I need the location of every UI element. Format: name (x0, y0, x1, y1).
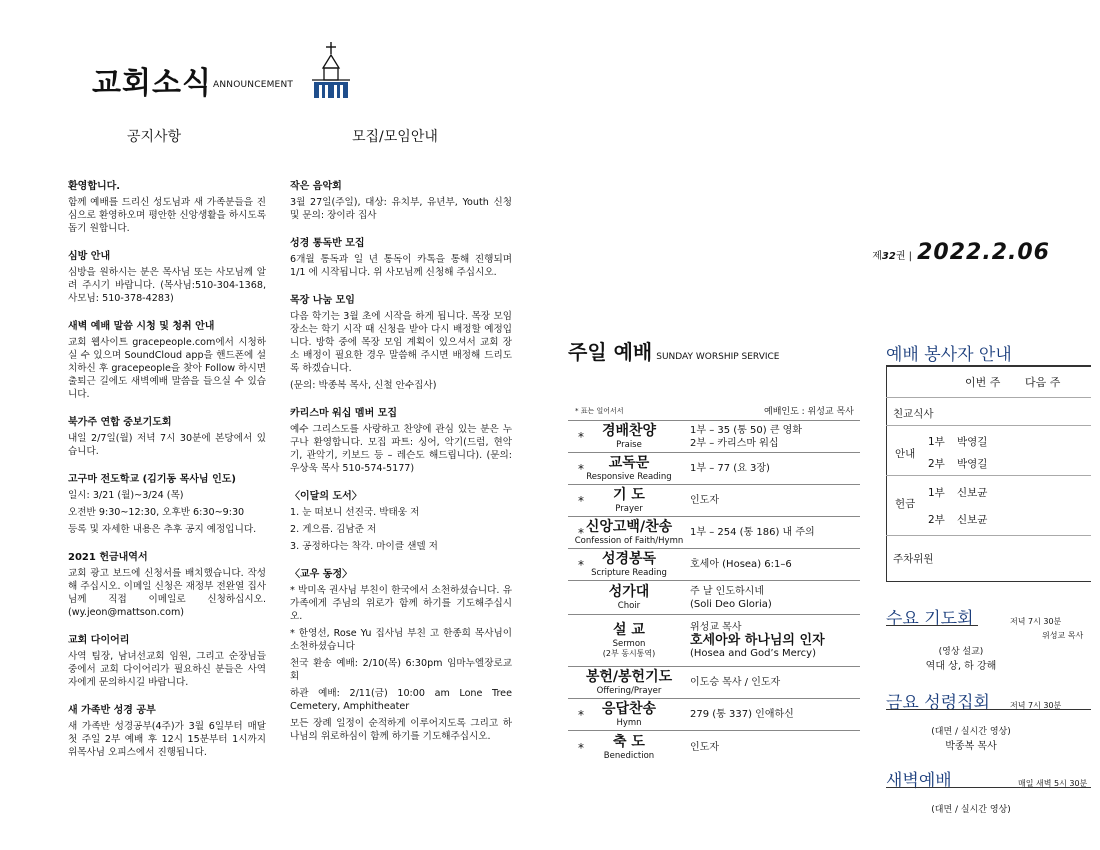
section-body: (문의: 박종복 목사, 신철 안수집사) (290, 380, 437, 391)
section-body: 함께 예배를 드리신 성도님과 새 가족분들을 진심으로 환영하오며 평안한 신앙생활을 하시도록 돕기 원합니다. (68, 197, 266, 234)
usher-part-1: 1부 (928, 436, 945, 448)
order-detail-line: 주 날 인도하시네 (690, 585, 764, 597)
friday-format: (대면 / 실시간 영상) (931, 727, 1011, 737)
order-item-sub: (2부 동시통역) (602, 649, 656, 658)
order-item (568, 581, 690, 615)
dawn-time: 매일 새벽 5시 30분 (1018, 779, 1088, 788)
order-item-en: Hymn (616, 718, 642, 728)
order-detail (690, 731, 860, 765)
order-row (568, 485, 860, 517)
order-detail (690, 453, 860, 485)
bulletin-date: 2022.2.06 (917, 240, 1050, 265)
usher-label: 안내 (895, 448, 916, 460)
servants-rule (886, 425, 1091, 426)
order-item-ko: 성경봉독 (601, 551, 657, 567)
section-title: 교회 다이어리 (68, 635, 130, 646)
order-item (568, 615, 690, 667)
wednesday-underline (886, 625, 978, 626)
section (68, 180, 266, 235)
order-detail-line: 인도자 (690, 742, 719, 754)
bulletin-title: 교회소식 (92, 66, 212, 101)
dawn-format: (대면 / 실시간 영상) (931, 805, 1011, 815)
order-item-en: Offering/Prayer (596, 686, 662, 696)
order-item-ko: 응답찬송 (601, 701, 657, 717)
wednesday-leader: 위성교 목사 (1042, 631, 1084, 640)
edition-info (872, 240, 1050, 265)
order-row (568, 699, 860, 731)
section-title: 목장 나눔 모임 (290, 295, 355, 306)
standing-star: * (578, 557, 584, 572)
section-title: 카리스마 워십 멤버 모집 (290, 408, 398, 419)
section-body: 일시: 3/21 (월)~3/24 (목) (68, 490, 184, 501)
worship-title-en: SUNDAY WORSHIP SERVICE (656, 352, 780, 362)
section-body: 천국 환송 예배: 2/10(목) 6:30pm 임마누엘장로교회 (290, 658, 512, 682)
order-detail-line: (Soli Deo Gloria) (690, 598, 772, 610)
volume-suffix: 권 | (895, 251, 913, 262)
section-title: 새 가족반 성경 공부 (68, 705, 156, 716)
next-week-label: 다음 주 (1025, 376, 1061, 389)
this-week-label: 이번 주 (965, 376, 1001, 389)
order-detail-line: 2부 – 카리스마 워십 (690, 437, 779, 449)
friday-title: 금요 성령집회 (886, 693, 990, 713)
section (68, 551, 266, 619)
worship-leader: 예배인도 : 위성교 목사 (764, 407, 854, 417)
order-item-en: Benediction (603, 751, 655, 762)
section-body: 예수 그리스도를 사랑하고 찬양에 관심 있는 분은 누구나 환영합니다. 모집 파트: 싱어, 악기(드럼, 현악기, 관악기, 키보드 등 – 레슨도 해드립니다). (문의: 우상욱 목사 510-574-5177) (290, 424, 512, 474)
friday-leader: 박종복 목사 (945, 741, 997, 752)
order-item (568, 549, 690, 581)
section (68, 416, 266, 458)
section-body: 사역 팀장, 남녀선교회 임원, 그리고 순장님들 중에서 교회 다이어리가 필요하신 분들은 사역자에게 문의하시길 바랍니다. (68, 651, 266, 688)
wednesday-format: (영상 설교) (938, 647, 984, 657)
section (68, 704, 266, 759)
section (290, 237, 512, 279)
standing-star: * (578, 525, 584, 540)
section-title: 심방 안내 (68, 251, 111, 262)
order-item-ko: 경배찬양 (601, 423, 657, 439)
order-row (568, 581, 860, 615)
recruit-heading: 모집/모임안내 (352, 129, 438, 145)
order-item (568, 731, 690, 765)
standing-star: * (578, 429, 584, 444)
friday-time: 저녁 7시 30분 (1010, 701, 1062, 710)
order-detail (690, 667, 860, 699)
order-item-ko: 신앙고백/찬송 (585, 519, 673, 535)
section-body: 내일 2/7일(월) 저녁 7시 30분에 본당에서 있습니다. (68, 433, 266, 457)
section-body: 교회 웹사이트 gracepeople.com에서 시청하실 수 있으며 SoundCloud app을 핸드폰에 설치하신 후 gracepeople을 찾아 Follow 하시면 출퇴근 길에도 새벽예배 말씀을 들으실 수 있습니다. (68, 337, 266, 400)
section-body: 새 가족반 성경공부(4주)가 3월 6일부터 매달 첫 주일 2부 예배 후 12시 15분부터 1시까지 위목사님 오피스에서 진행됩니다. (68, 721, 266, 758)
usher-name-2: 박영길 (957, 458, 988, 470)
order-item (568, 667, 690, 699)
section-title: 〈교우 동정〉 (290, 569, 353, 580)
order-detail (690, 549, 860, 581)
section (68, 250, 266, 305)
order-detail-line: 279 (통 337) 인애하신 (690, 709, 794, 720)
worship-order-table (568, 420, 860, 765)
standing-star: * (578, 461, 584, 476)
order-detail-line: 인도자 (690, 495, 719, 506)
section-title: 새벽 예배 말씀 시청 및 청취 안내 (68, 321, 215, 332)
dawn-title: 새벽예배 (886, 771, 952, 791)
order-item (568, 517, 690, 549)
order-detail (690, 517, 860, 549)
order-item (568, 485, 690, 517)
usher-name-1: 박영길 (957, 436, 988, 448)
section (290, 294, 512, 392)
parking-label: 주차위원 (893, 553, 934, 565)
order-item-en: Responsive Reading (586, 472, 672, 482)
offering-part-1: 1부 (928, 487, 945, 499)
section (290, 568, 512, 743)
worship-title (568, 336, 779, 365)
bulletin-title-en: ANNOUNCEMENT (213, 80, 294, 90)
order-item (568, 453, 690, 485)
order-item-en: Sermon (612, 639, 646, 649)
section-title: 북가주 연합 중보기도회 (68, 417, 172, 428)
order-detail (690, 485, 860, 517)
order-item-en: Prayer (615, 504, 643, 514)
order-row (568, 615, 860, 667)
order-detail-line: 호세아 (Hosea) 6:1–6 (690, 559, 792, 570)
servants-rule (886, 535, 1091, 536)
order-item-en: Praise (616, 440, 642, 450)
notice-heading: 공지사항 (127, 129, 182, 145)
order-item-ko: 성가대 (608, 584, 650, 600)
section-title: 〈이달의 도서〉 (290, 491, 362, 502)
church-icon (308, 42, 354, 104)
section-body: 교회 광고 보드에 신청서를 배치했습니다. 작성해 주십시오. 이메일 신청은 재정부 전완열 집사님께 직접 이메일로 신청하십시오. (wy.jeon@mattson.com) (68, 568, 266, 618)
section-title: 고구마 전도학교 (김기동 목사님 인도) (68, 474, 236, 485)
section-body: 심방을 원하시는 분은 목사님 또는 사모님께 알려 주시기 바랍니다. (목사님:510-304-1368, 사모님: 510-378-4283) (68, 267, 266, 304)
section-body: 6개월 통독과 일 년 통독이 카톡을 통해 진행되며 1/1 에 시작됩니다. 위 사모님께 신청해 주십시오. (290, 254, 512, 278)
usher-part-2: 2부 (928, 458, 945, 470)
servants-rule (886, 581, 1091, 582)
servants-box (886, 367, 1092, 581)
section-title: 2021 헌금내역서 (68, 552, 148, 563)
order-item (568, 421, 690, 453)
section (68, 634, 266, 689)
offering-name-1: 신보균 (957, 487, 988, 499)
section-body: * 한영선, Rose Yu 집사님 부친 고 한종희 목사님이 소천하셨습니다 (290, 628, 512, 652)
order-detail-line: 1부 – 35 (통 50) 큰 영화 (690, 424, 802, 436)
offering-part-2: 2부 (928, 514, 945, 526)
section-body: 3. 공정하다는 착각. 마이클 샌델 저 (290, 541, 438, 552)
offering-name-2: 신보균 (957, 514, 988, 526)
section (68, 473, 266, 536)
standing-note: * 표는 일어서서 (575, 407, 624, 415)
section-body: 오전반 9:30~12:30, 오후반 6:30~9:30 (68, 507, 245, 518)
section (290, 490, 512, 553)
section-title: 작은 음악회 (290, 181, 342, 192)
standing-star: * (578, 740, 584, 755)
recruit-column (290, 180, 512, 758)
order-item-ko: 설 교 (613, 622, 645, 638)
order-item-en: Scripture Reading (591, 568, 667, 578)
order-row (568, 453, 860, 485)
section-body: 등록 및 자세한 내용은 추후 공지 예정입니다. (68, 524, 257, 535)
order-detail (690, 581, 860, 615)
order-item-en: Choir (617, 601, 641, 611)
section-body: 1. 눈 떠보니 선진국. 박태웅 저 (290, 507, 420, 518)
section-body: 하관 예배: 2/11(금) 10:00 am Lone Tree Cemetery, Amphitheater (290, 688, 512, 712)
order-detail-line: 위성교 목사 (690, 622, 742, 633)
volume-prefix: 제 (872, 251, 882, 262)
servants-rule (886, 475, 1091, 476)
section-title: 환영합니다. (68, 181, 121, 192)
section-body: * 박미옥 권사님 부친이 한국에서 소천하셨습니다. 유가족에게 주님의 위로가 함께 하기를 기도해주십시오. (290, 585, 512, 622)
section (290, 407, 512, 475)
order-row (568, 517, 860, 549)
section-body: 3월 27일(주일), 대상: 유치부, 유년부, Youth 신청 및 문의: 장이라 집사 (290, 197, 512, 221)
fellowship-label: 친교식사 (893, 408, 934, 420)
order-detail-line: 이도승 목사 / 인도자 (690, 677, 781, 688)
wednesday-text: 역대 상, 하 강해 (925, 661, 997, 672)
order-detail-line: (Hosea and God’s Mercy) (690, 648, 816, 659)
servants-title: 예배 봉사자 안내 (886, 345, 1012, 365)
standing-star: * (578, 493, 584, 508)
section-title: 성경 통독반 모집 (290, 238, 365, 249)
servants-rule (886, 397, 1091, 398)
section (290, 180, 512, 222)
order-item-ko: 축 도 (613, 734, 645, 751)
order-detail (690, 421, 860, 453)
offering-label: 헌금 (895, 498, 916, 510)
order-item-ko: 교독문 (608, 455, 650, 471)
order-item-ko: 기 도 (613, 487, 645, 503)
order-detail-line: 1부 – 77 (요 3장) (690, 463, 770, 474)
standing-star: * (578, 707, 584, 722)
order-item-ko: 봉헌/봉헌기도 (585, 669, 673, 685)
wednesday-title: 수요 기도회 (886, 609, 974, 629)
notice-column (68, 180, 266, 774)
section-body: 2. 게으름. 김남준 저 (290, 524, 377, 535)
order-detail (690, 699, 860, 731)
order-detail-line: 1부 – 254 (통 186) 내 주의 (690, 527, 815, 538)
section-body: 다음 학기는 3월 초에 시작을 하게 됩니다. 목장 모임 장소는 학기 시작 때 신청을 받아 다시 배정할 예정입니다. 방학 중에 목장 모임 계획이 있으셔서 교회 장소 배정이 필요한 경우 말씀해 주시면 배정해 드리도록 하겠습니다. (290, 311, 512, 374)
order-row (568, 731, 860, 765)
section-body: 모든 장례 일정이 순적하게 이루어지도록 그리고 하나님의 위로하심이 함께 하기를 기도해주십시오. (290, 718, 512, 742)
worship-title-ko: 주일 예배 (568, 340, 653, 364)
order-detail-line: 호세아와 하나님의 인자 (690, 633, 825, 648)
section (68, 320, 266, 401)
order-detail (690, 615, 860, 667)
order-item-en: Confession of Faith/Hymn (574, 536, 684, 546)
order-item (568, 699, 690, 731)
order-row (568, 421, 860, 453)
order-row (568, 549, 860, 581)
volume-number: 32 (881, 251, 896, 262)
order-row (568, 667, 860, 699)
wednesday-time: 저녁 7시 30분 (1010, 617, 1062, 626)
